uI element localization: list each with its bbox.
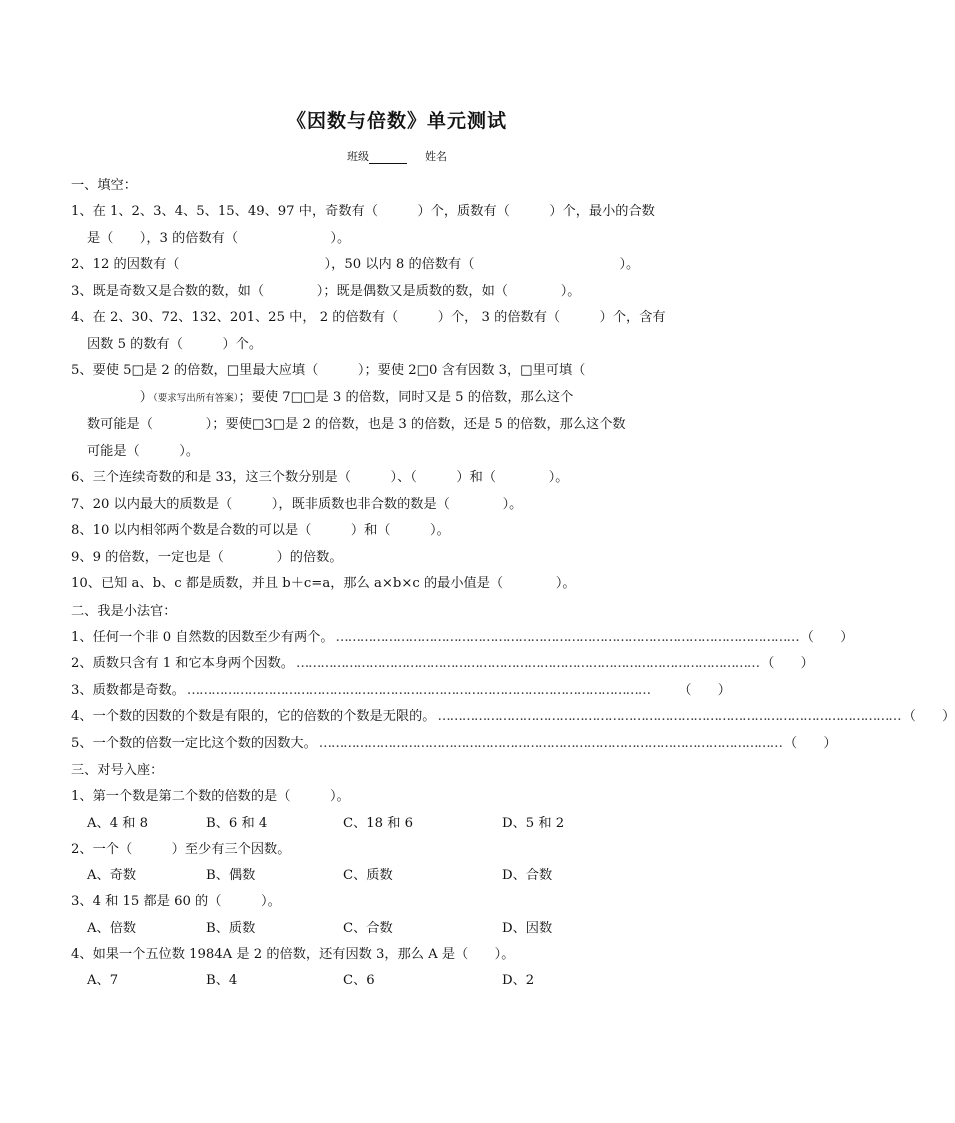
section-choice-heading: 三、对号入座：: [71, 763, 164, 778]
option-d[interactable]: D、5 和 2: [502, 815, 565, 831]
choice-question-4: 4、如果一个五位数 1984A 是 2 的倍数，还有因数 3，那么 A 是（ ）。: [71, 946, 515, 962]
fill-q1-line1: 1、在 1、2、3、4、5、15、49、97 中，奇数有（ ）个，质数有（ ）个，最小的合数: [71, 204, 655, 219]
option-c[interactable]: C、合数: [343, 920, 393, 936]
fill-q5-line2-start: ）: [87, 389, 153, 405]
judge-item: [71, 625, 854, 652]
fill-q5-line1: 5、要使 5□是 2 的倍数，□里最大应填（ ）；要使 2□0 含有因数 3，□里可填（: [71, 363, 586, 378]
leader-dots: ……………………………………………………………………………………………………: [318, 735, 782, 751]
fill-q4-line1: 4、在 2、30、72、132、201、25 中， 2 的倍数有（ ）个， 3 的倍数有（ ）个，含有: [71, 310, 666, 325]
option-c[interactable]: C、6: [343, 973, 375, 988]
test-content: [71, 172, 955, 994]
judge-item: [71, 678, 731, 705]
choice-question-2: 2、一个（ ）至少有三个因数。: [71, 841, 291, 857]
judge-item: [71, 731, 837, 758]
fill-question-9: 9、9 的倍数，一定也是（ ）的倍数。: [71, 549, 343, 565]
judge-item-text: 1、任何一个非 0 自然数的因数至少有两个。: [71, 629, 334, 645]
leader-dots: ……………………………………………………………………………………………………: [437, 709, 901, 724]
choice-options: [71, 916, 731, 942]
fill-q4-line2: 因数 5 的数有（ ）个。: [87, 336, 263, 352]
fill-question-5: [71, 358, 731, 465]
fill-question-10: 10、已知 a、b、c 都是质数，并且 b＋c=a，那么 a×b×c 的最小值是（ ）。: [71, 576, 576, 591]
judge-item-text: 3、质数都是奇数。: [71, 682, 185, 698]
option-b[interactable]: B、质数: [206, 920, 256, 936]
choice-options: [71, 811, 731, 837]
judge-item-text: 4、一个数的因数的个数是有限的，它的倍数的个数是无限的。: [71, 709, 436, 724]
option-c[interactable]: C、质数: [343, 868, 393, 883]
answer-paren[interactable]: （ ）: [783, 735, 837, 751]
leader-dots: ……………………………………………………………………………………………………: [335, 629, 799, 645]
judge-item-text: 5、一个数的倍数一定比这个数的因数大。: [71, 735, 317, 751]
option-a[interactable]: A、4 和 8: [87, 815, 149, 831]
judge-item: [71, 704, 955, 731]
option-b[interactable]: B、4: [206, 973, 238, 988]
judge-item-text: 2、质数只含有 1 和它本身两个因数。: [71, 656, 294, 671]
class-label: 班级: [347, 150, 369, 163]
fill-question-7: 7、20 以内最大的质数是（ ），既非质数也非合数的数是（ ）。: [71, 496, 523, 512]
option-b[interactable]: B、6 和 4: [206, 815, 268, 831]
fill-question-1: [71, 199, 731, 252]
fill-q5-line3: 数可能是（ ）；要使□3□是 2 的倍数，也是 3 的倍数，还是 5 的倍数，那么这个数: [87, 417, 626, 432]
option-a[interactable]: A、倍数: [87, 920, 137, 936]
fill-question-8: 8、10 以内相邻两个数是合数的可以是（ ）和（ ）。: [71, 523, 450, 538]
choice-options: [71, 968, 731, 994]
option-d[interactable]: D、2: [502, 973, 535, 988]
answer-paren[interactable]: （ ）: [678, 682, 731, 698]
answer-paren[interactable]: （ ）: [761, 656, 814, 671]
fill-question-4: [71, 305, 731, 358]
class-blank: [369, 152, 407, 164]
fill-question-6: 6、三个连续奇数的和是 33，这三个数分别是（ ）、（ ）和（ ）。: [71, 470, 569, 485]
choice-question-1: 1、第一个数是第二个数的倍数的是（ ）。: [71, 789, 350, 804]
option-a[interactable]: A、7: [87, 973, 119, 988]
choice-options: [71, 863, 731, 889]
option-d[interactable]: D、合数: [502, 868, 553, 883]
fill-q1-line2: 是（ ），3 的倍数有（ ）。: [87, 230, 351, 246]
option-b[interactable]: B、偶数: [206, 868, 256, 883]
fill-question-3: 3、既是奇数又是合数的数，如（ ）；既是偶数又是质数的数，如（ ）。: [71, 283, 581, 299]
section-fill-heading: 一、填空：: [71, 178, 137, 193]
fill-q5-note: （要求写出所有答案）: [152, 392, 239, 404]
name-label: 姓名: [425, 150, 447, 163]
student-info-line: [0, 148, 794, 164]
option-a[interactable]: A、奇数: [87, 868, 137, 883]
leader-dots: ……………………………………………………………………………………………………: [186, 682, 651, 698]
fill-q5-line4: 可能是（ ）。: [87, 443, 200, 459]
fill-q5-line2: [71, 385, 731, 413]
answer-paren[interactable]: （ ）: [800, 629, 854, 645]
fill-question-2: 2、12 的因数有（ ），50 以内 8 的倍数有（ ）。: [71, 257, 640, 272]
page-title: 《因数与倍数》单元测试: [286, 110, 507, 132]
leader-dots: ……………………………………………………………………………………………………: [295, 656, 760, 671]
choice-question-3: 3、4 和 15 都是 60 的（ ）。: [71, 894, 281, 909]
fill-q5-line2-end: ；要使 7□□是 3 的倍数，同时又是 5 的倍数，那么这个: [238, 389, 574, 405]
option-c[interactable]: C、18 和 6: [343, 815, 414, 831]
judge-item: [71, 651, 814, 678]
option-d[interactable]: D、因数: [502, 920, 553, 936]
answer-paren[interactable]: （ ）: [902, 709, 955, 724]
section-judge-heading: 二、我是小法官：: [71, 603, 177, 619]
